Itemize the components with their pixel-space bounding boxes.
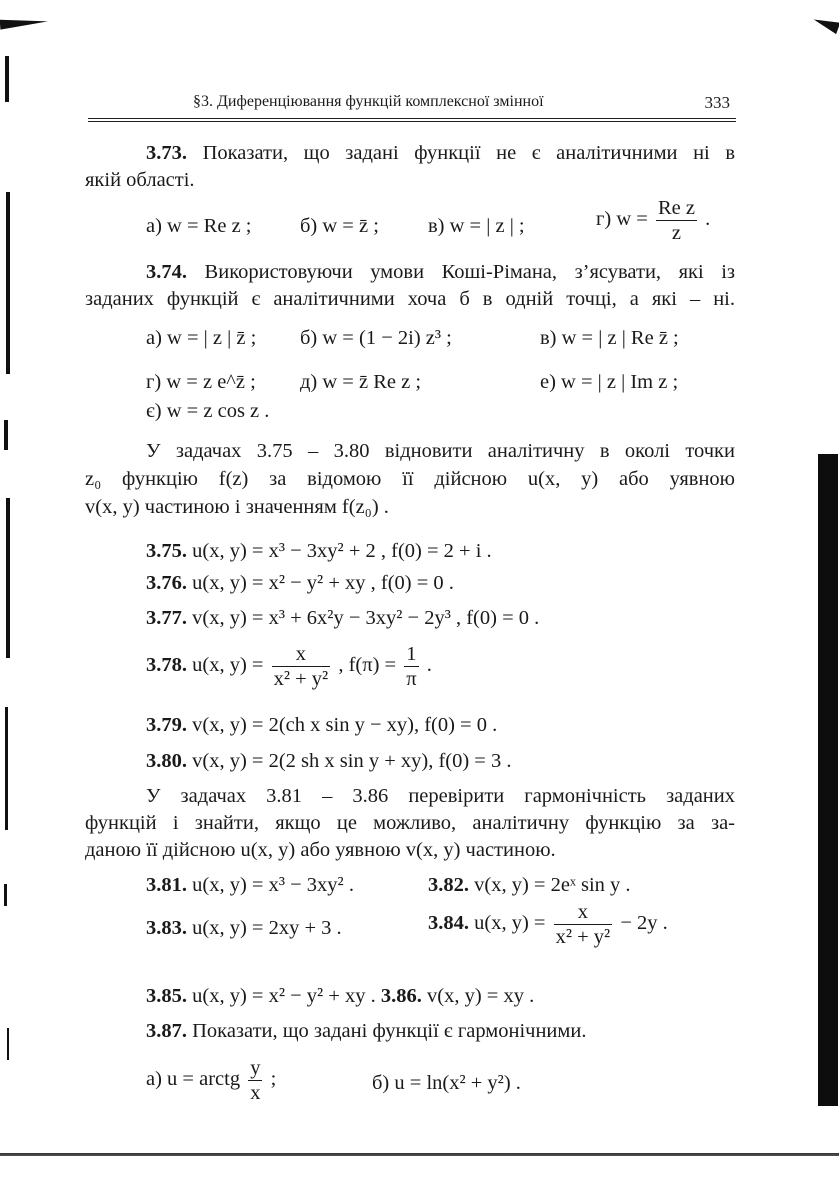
problem-expr: v(x, y) = x³ + 6x²y − 3xy² − 2y³ , f(0) = 0 . <box>192 607 540 629</box>
item-g: є) w = z cos z . <box>146 400 270 422</box>
item-a <box>146 1056 276 1105</box>
problem-3-87 <box>146 1020 586 1043</box>
item-f: е) w = | z | Im z ; <box>540 371 679 393</box>
page-number: 333 <box>704 93 730 112</box>
expr-text: а) u = arctg <box>146 1068 241 1091</box>
numerator: x <box>554 900 613 925</box>
fraction <box>404 642 418 691</box>
item-a: а) w = | z | z̄ ; <box>146 327 257 349</box>
intro-1-line-1: У задачах 3.75 – 3.80 відновити аналітичну в околі точки <box>146 440 735 462</box>
intro-2-line-2: функцій і знайти, якщо це можливо, аналітичну функцію за за- <box>85 812 735 834</box>
problem-text: Показати, що задані функції є гармонічними. <box>192 1020 587 1042</box>
scan-artifact-mark <box>4 420 8 450</box>
intro-2-line-3: даною її дійсною u(x, y) або уявною v(x, y) частиною. <box>85 839 556 861</box>
problem-3-81 <box>146 874 354 897</box>
expr-text: ; <box>270 1068 277 1091</box>
problem-3-73-line-1 <box>146 139 735 167</box>
problem-3-78 <box>146 642 432 691</box>
item-e: д) w = z̄ Re z ; <box>300 371 422 393</box>
expr-text: . <box>705 208 711 231</box>
item-d <box>596 196 710 245</box>
item-c: в) w = | z | Re z̄ ; <box>540 327 679 349</box>
problem-3-77 <box>146 607 539 630</box>
problem-3-75 <box>146 540 492 563</box>
fraction <box>656 196 697 245</box>
header-rule <box>88 118 736 119</box>
scan-artifact-mark <box>6 498 10 658</box>
scan-artifact-mark <box>5 56 9 102</box>
problem-3-83 <box>146 917 342 940</box>
scan-artifact-corner <box>0 16 48 29</box>
problem-number: 3.86. <box>380 985 422 1007</box>
denominator: x² + y² <box>273 668 329 690</box>
fraction <box>554 900 613 949</box>
numerator: y <box>250 1057 261 1079</box>
problem-number: 3.79. <box>146 714 187 736</box>
problem-number: 3.73. <box>146 142 187 164</box>
item-a: а) w = Re z ; <box>146 215 252 237</box>
header-rule <box>88 121 736 122</box>
problem-3-79 <box>146 714 497 737</box>
expr-text: , f(π) = <box>338 654 397 677</box>
item-c: в) w = | z | ; <box>428 215 525 237</box>
expr-text: . <box>426 654 432 677</box>
numerator: Re z <box>657 197 695 219</box>
denominator: x² + y² <box>555 926 611 948</box>
problem-3-82 <box>428 874 631 897</box>
item-b: б) w = z̄ ; <box>300 215 379 237</box>
problem-number: 3.77. <box>146 607 187 629</box>
problem-expr: u(x, y) = x³ − 3xy² + 2 , f(0) = 2 + i . <box>192 540 492 562</box>
denominator: x <box>250 1082 261 1104</box>
problem-number: 3.80. <box>146 750 187 772</box>
denominator: z <box>671 222 682 244</box>
intro-1-line-2: z₀ функцію f(z) за відомою її дійсною u(x, y) або уявною <box>85 468 735 490</box>
expr-text: u(x, y) = <box>474 912 546 935</box>
problem-3-80 <box>146 750 512 773</box>
intro-2-line-1: У задачах 3.81 – 3.86 перевірити гармонічність заданих <box>146 785 735 807</box>
problem-3-74-line-1 <box>146 258 735 286</box>
problem-number: 3.76. <box>146 572 187 594</box>
problem-expr: u(x, y) = x² − y² + xy . <box>192 985 376 1007</box>
problem-number: 3.75. <box>146 540 187 562</box>
item-b: б) u = ln(x² + y²) . <box>372 1072 521 1094</box>
running-title: §3. Диференціювання функцій комплексної змінної <box>193 93 544 110</box>
expr-text: г) w = <box>596 208 648 231</box>
problem-3-74-line-2: заданих функцій є аналітичними хоча б в одній точці, а які – ні. <box>85 288 735 310</box>
problem-number: 3.85. <box>146 985 187 1007</box>
fraction <box>248 1056 262 1105</box>
problem-number: 3.74. <box>146 261 187 283</box>
scan-artifact-mark <box>7 1028 9 1060</box>
scan-artifact-mark <box>5 707 8 830</box>
problem-3-76 <box>146 572 454 595</box>
problem-number: 3.82. <box>428 874 469 896</box>
problem-3-85-3-86 <box>146 985 534 1008</box>
problem-3-84 <box>428 900 668 949</box>
problem-text: Показати, що задані функції не є аналітичними ні в <box>202 142 735 164</box>
running-head <box>88 93 736 117</box>
scan-artifact-corner <box>812 14 839 34</box>
scan-artifact-mark <box>4 884 7 906</box>
fraction <box>272 642 331 691</box>
numerator: x <box>272 642 331 667</box>
scan-artifact-strip <box>818 454 838 1106</box>
problem-expr: u(x, y) = x³ − 3xy² . <box>192 874 354 896</box>
problem-number: 3.83. <box>146 917 187 939</box>
problem-number: 3.84. <box>428 912 469 935</box>
numerator: 1 <box>404 642 418 667</box>
problem-expr: v(x, y) = 2eˣ sin y . <box>474 874 631 896</box>
item-b: б) w = (1 − 2i) z³ ; <box>300 327 452 349</box>
denominator: π <box>406 668 417 690</box>
expr-text: u(x, y) = <box>192 654 264 677</box>
problem-expr: v(x, y) = 2(2 sh x sin y + xy), f(0) = 3 . <box>192 750 512 772</box>
problem-number: 3.78. <box>146 654 187 677</box>
problem-expr: u(x, y) = 2xy + 3 . <box>192 917 342 939</box>
problem-number: 3.87. <box>146 1020 187 1042</box>
scan-artifact-mark <box>6 192 10 374</box>
problem-3-73-line-2: якій області. <box>85 169 195 191</box>
item-d: г) w = z e^z̄ ; <box>146 371 256 393</box>
problem-expr: v(x, y) = xy . <box>427 985 535 1007</box>
problem-expr: u(x, y) = x² − y² + xy , f(0) = 0 . <box>192 572 454 594</box>
expr-text: − 2y . <box>620 912 668 935</box>
problem-text: Використовуючи умови Коші-Рімана, з’ясувати, які із <box>204 261 735 283</box>
problem-expr: v(x, y) = 2(ch x sin y − xy), f(0) = 0 . <box>192 714 498 736</box>
intro-1-line-3: v(x, y) частиною і значенням f(z₀) . <box>85 496 389 518</box>
scan-artifact-bottom <box>0 1153 839 1156</box>
problem-number: 3.81. <box>146 874 187 896</box>
